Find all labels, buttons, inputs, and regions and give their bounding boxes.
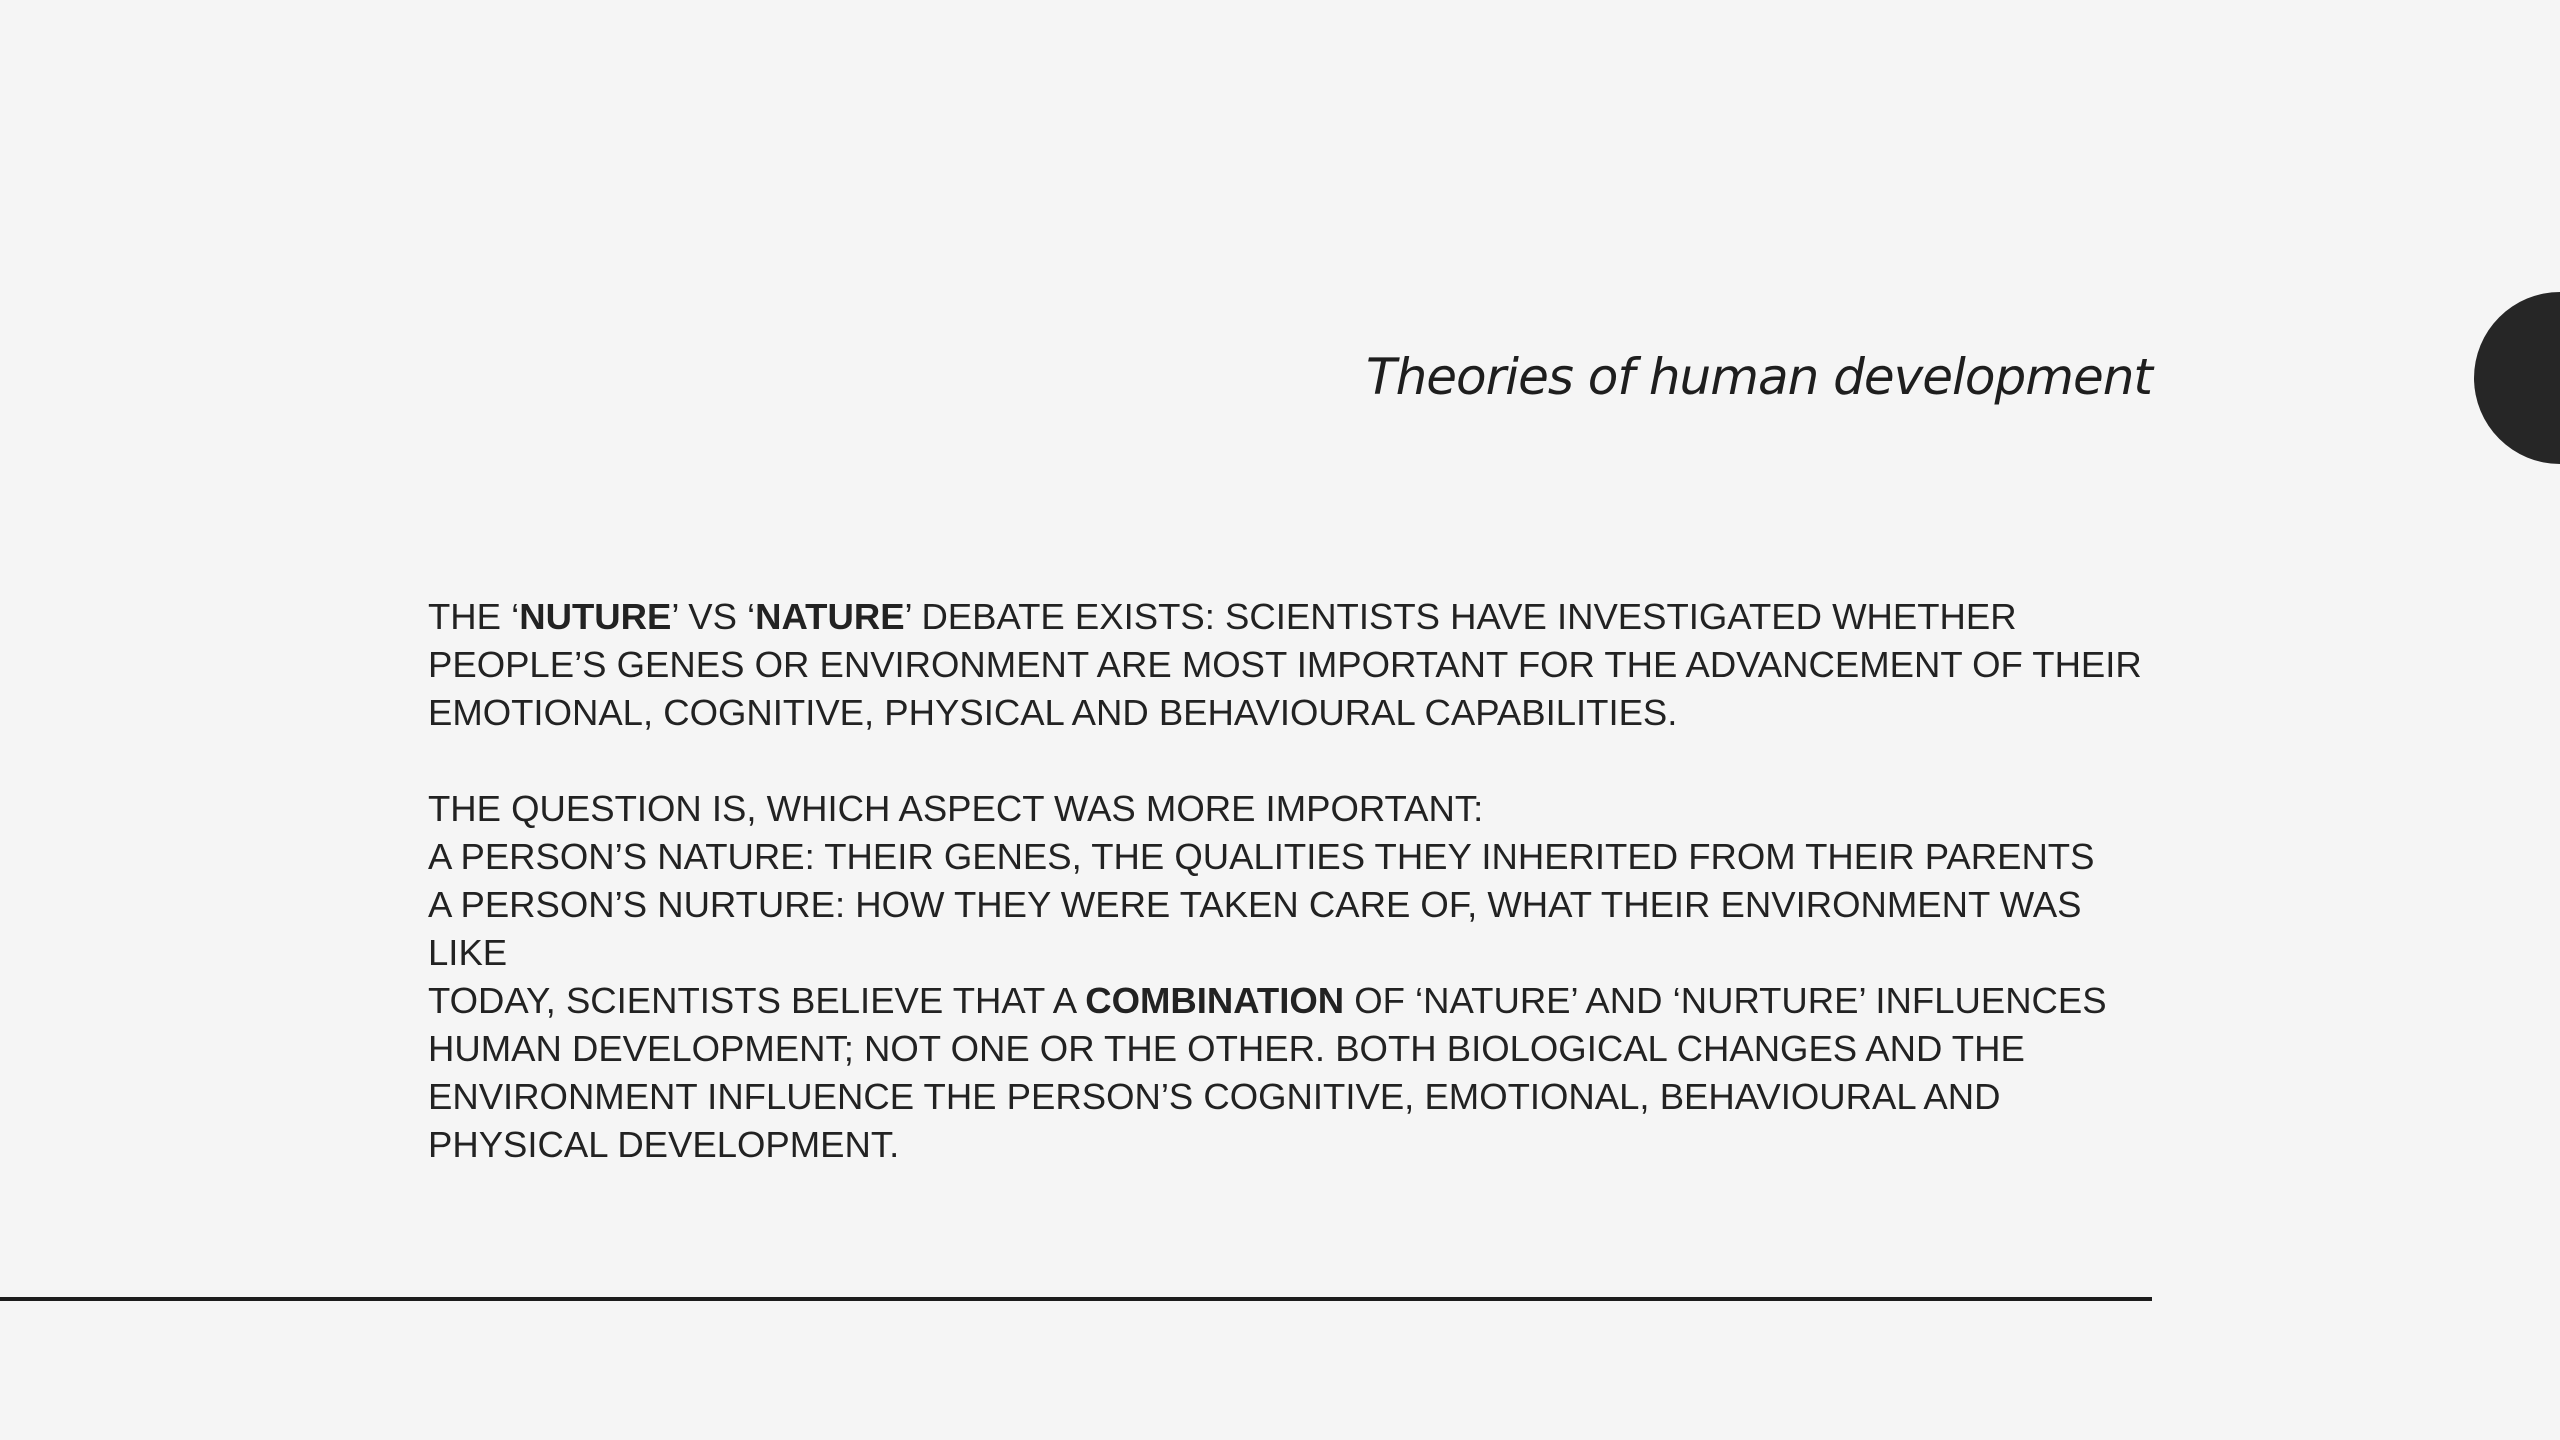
nature-term: NATURE [755,596,905,637]
question-line: THE QUESTION IS, WHICH ASPECT WAS MORE IMPORTANT: [428,788,1484,829]
conclusion-text-1: TODAY, SCIENTISTS BELIEVE THAT A [428,980,1086,1021]
nature-line: A PERSON’S NATURE: THEIR GENES, THE QUALITIES THEY INHERITED FROM THEIR PARENTS [428,836,2095,877]
slide-body [428,593,2148,1169]
conclusion-text-2: OF ‘NATURE’ AND ‘NURTURE’ INFLUENCES HUMAN DEVELOPMENT; NOT ONE OR THE OTHER. BOTH BIOLOGICAL CHANGES AND THE ENVIRONMENT INFLUENCE THE PERSON’S COGNITIVE, EMOTIONAL, BEHAVIOURAL AND PHYSICAL DEVELOPMENT. [428,980,2107,1165]
bottom-rule [0,1297,2152,1301]
intro-text-1: THE ‘ [428,596,520,637]
intro-text-3: ’ DEBATE EXISTS: SCIENTISTS HAVE INVESTIGATED WHETHER PEOPLE’S GENES OR ENVIRONMENT ARE MOST IMPORTANT FOR THE ADVANCEMENT OF THEIR EMOTIONAL, COGNITIVE, PHYSICAL AND BEHAVIOURAL CAPABILITIES. [428,596,2142,733]
decorative-circle [2474,292,2560,464]
paragraph-spacer [428,737,2148,785]
intro-text-2: ’ VS ‘ [671,596,756,637]
nurture-line: A PERSON’S NURTURE: HOW THEY WERE TAKEN CARE OF, WHAT THEIR ENVIRONMENT WAS LIKE [428,884,2082,973]
intro-paragraph [428,593,2148,737]
combination-term: COMBINATION [1085,980,1345,1021]
slide-title: Theories of human development [1366,348,2152,406]
nuture-term: NUTURE [519,596,672,637]
conclusion-paragraph [428,977,2148,1169]
